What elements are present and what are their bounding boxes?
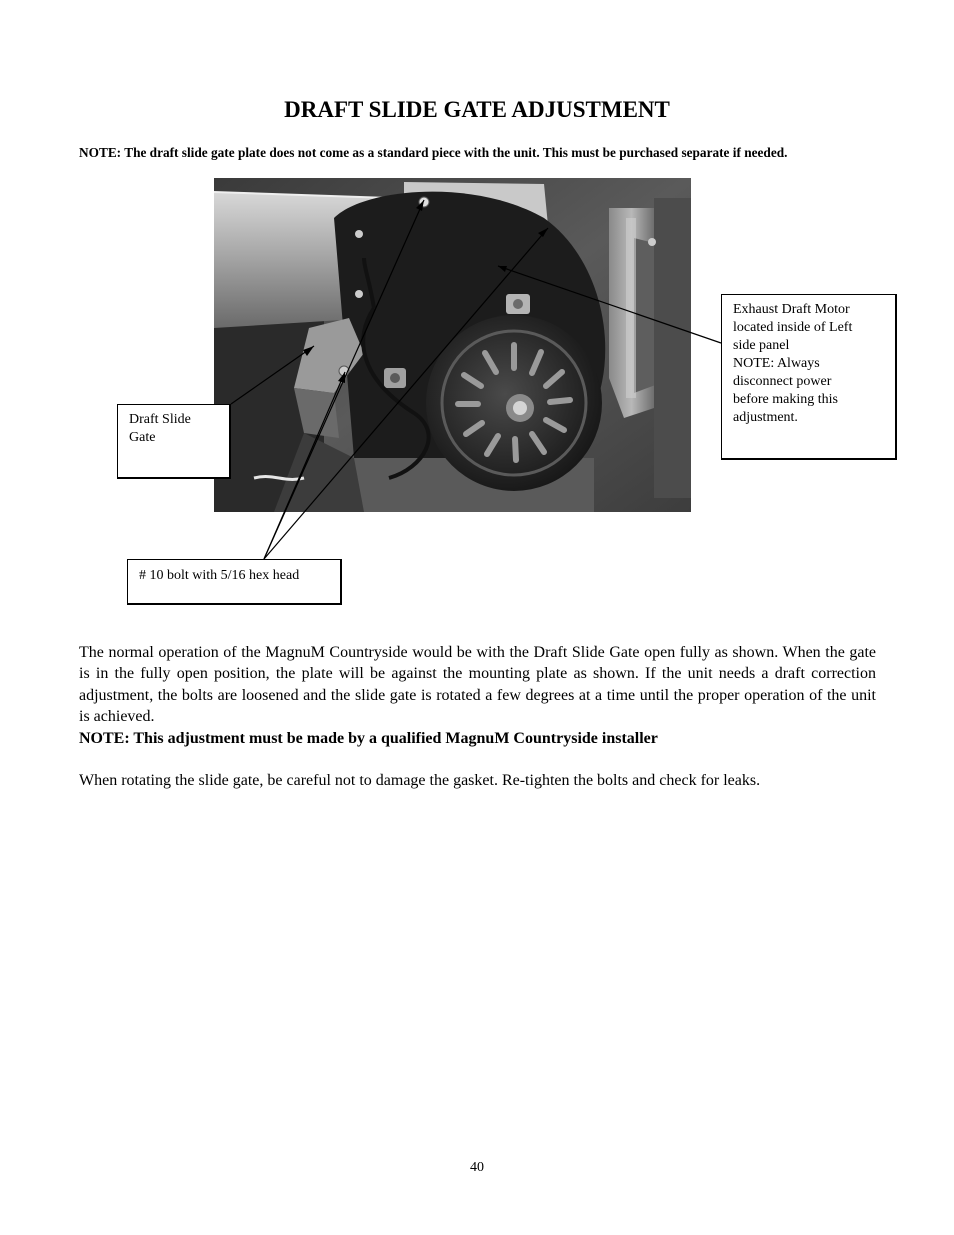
installer-note: NOTE: This adjustment must be made by a qualified MagnuM Countryside installer bbox=[79, 729, 658, 747]
rotation-paragraph: When rotating the slide gate, be careful not to damage the gasket. Re-tighten the bolts and check for leaks. bbox=[79, 772, 761, 790]
draft-motor-photo bbox=[214, 178, 691, 512]
callout-gate-line-2: Gate bbox=[129, 430, 156, 445]
callout-draft-slide-gate bbox=[117, 404, 231, 479]
purchase-note: NOTE: The draft slide gate plate does not come as a standard piece with the unit. This must be purchased separate if needed. bbox=[79, 145, 788, 160]
callout-gate-line-1: Draft Slide bbox=[129, 412, 191, 427]
callout-motor-line-1: Exhaust Draft Motor bbox=[733, 302, 850, 317]
instructions-body bbox=[79, 642, 876, 792]
callout-motor-line-5: disconnect power bbox=[733, 374, 832, 389]
callout-motor-line-7: adjustment. bbox=[733, 410, 798, 425]
callout-motor-line-3: side panel bbox=[733, 338, 790, 353]
paragraph-spacer bbox=[79, 749, 876, 770]
page-number: 40 bbox=[470, 1160, 484, 1175]
callout-bolt bbox=[127, 559, 342, 605]
callout-motor-line-2: located inside of Left bbox=[733, 320, 853, 335]
callout-bolt-text: # 10 bolt with 5/16 hex head bbox=[139, 568, 300, 583]
page-title: DRAFT SLIDE GATE ADJUSTMENT bbox=[284, 97, 670, 122]
operation-paragraph: The normal operation of the MagnuM Countryside would be with the Draft Slide Gate open fully as shown. When the gate is in the fully open position, the plate will be against the mounting plate as shown. If the unit needs a draft correction adjustment, the bolts are loosened and the slide gate is rotated a few degrees at a time until the proper operation of the unit is achieved. bbox=[79, 644, 876, 726]
callout-exhaust-draft-motor bbox=[721, 294, 897, 460]
callout-motor-line-4: NOTE: Always bbox=[733, 356, 820, 371]
callout-motor-line-6: before making this bbox=[733, 392, 838, 407]
